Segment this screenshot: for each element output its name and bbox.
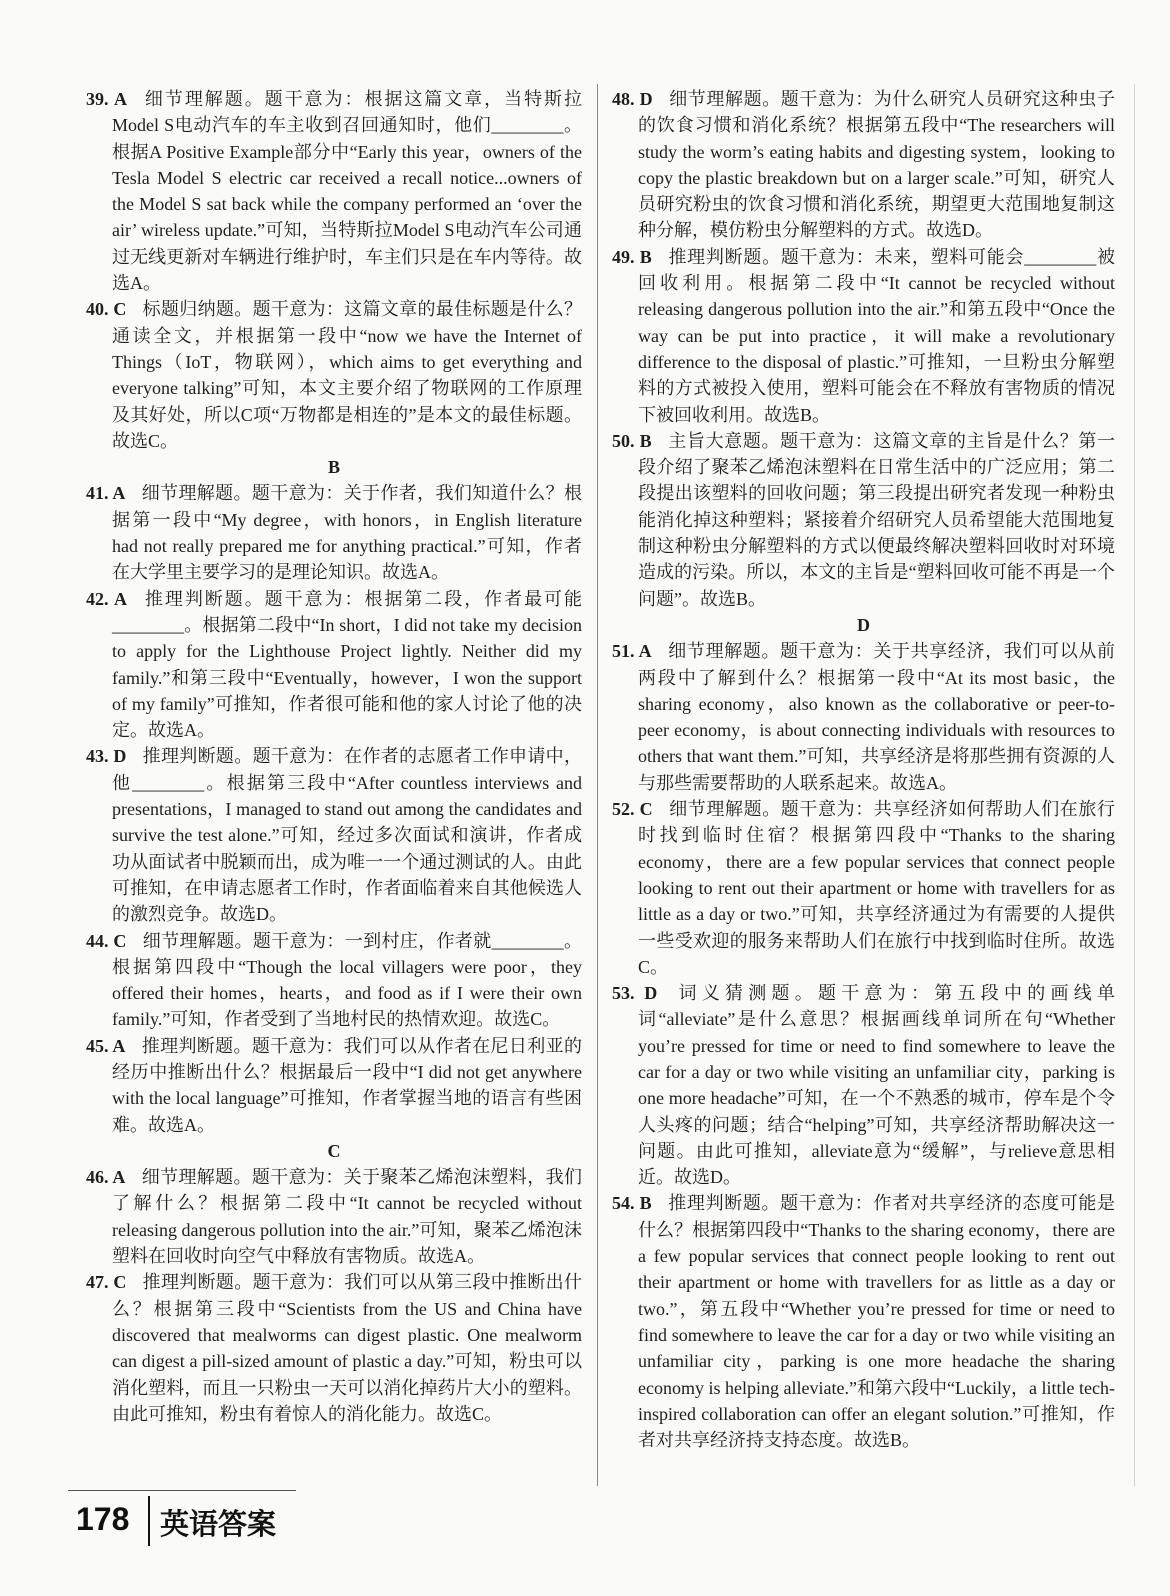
item-label: 47. C [86, 1272, 127, 1293]
answer-item-51 [612, 638, 1115, 796]
item-explanation: 推理判断题。题干意为：作者对共享经济的态度可能是什么？根据第四段中“Thanks to the sharing economy，there are a few popular services that connect people looking to rent out their apartment or home with travellers for as little as a day or two.”，第五段中“Whether you’re pressed for time or need to find somewhere to leave the car for a day or two while visiting an unfamiliar city，parking is one more headache the sharing economy is helping alleviate.”和第六段中“Luckily，a little tech-inspired collaboration can offer an elegant solution.”可推知，作者对共享经济持支持态度。故选B。 [638, 1193, 1115, 1451]
item-label: 40. C [86, 299, 127, 320]
item-label: 39. A [86, 89, 127, 109]
answer-item-41 [86, 480, 582, 585]
footer-rule [68, 1490, 296, 1491]
answer-item-43 [86, 743, 582, 927]
item-label: 44. C [86, 930, 127, 951]
answer-item-45 [86, 1033, 582, 1138]
answer-item-49 [612, 244, 1115, 428]
answer-item-40 [86, 296, 582, 454]
item-explanation: 细节理解题。题干意为：为什么研究人员研究这种虫子的饮食习惯和消化系统？根据第五段中“The researchers will study the worm’s eating habits and digesting system，looking to copy the plastic breakdown but on a larger scale.”可知，研究人员研究粉虫的饮食习惯和消化系统，期望更大范围地复制这种分解，模仿粉虫分解塑料的方式。故选D。 [638, 89, 1115, 241]
answer-item-52 [612, 796, 1115, 980]
page-edge-line [1134, 84, 1135, 1486]
item-explanation: 细节理解题。题干意为：关于共享经济，我们可以从前两段中了解到什么？根据第一段中“At its most basic，the sharing economy，also known as the collaborative or peer-to-peer economy，is about connecting individuals with resources to others that want them.”可知，共享经济是将那些拥有资源的人与那些需要帮助的人联系起来。故选A。 [638, 641, 1115, 793]
item-explanation: 细节理解题。题干意为：共享经济如何帮助人们在旅行时找到临时住宿？根据第四段中“Thanks to the sharing economy，there are a few popular services that connect people looking to rent out their apartment or home with travellers for as little as a day or two.”可知，共享经济通过为有需要的人提供一些受欢迎的服务来帮助人们在旅行中找到临时住所。故选C。 [638, 799, 1115, 977]
section-heading-d: D [857, 614, 870, 635]
answer-item-53 [612, 980, 1115, 1190]
item-explanation: 推理判断题。题干意为：我们可以从第三段中推断出什么？根据第三段中“Scientists from the US and China have discovered that mealworms can digest plastic. One mealworm can digest a pill-sized amount of plastic a day.”可知，粉虫可以消化塑料，而且一只粉虫一天可以消化掉药片大小的塑料。由此可推知，粉虫有着惊人的消化能力。故选C。 [112, 1272, 582, 1424]
item-explanation: 标题归纳题。题干意为：这篇文章的最佳标题是什么？通读全文，并根据第一段中“now we have the Internet of Things（IoT，物联网），which aims to get everything and everyone talking”可知，本文主要介绍了物联网的工作原理及其好处，所以C项“万物都是相连的”是本文的最佳标题。故选C。 [112, 299, 582, 451]
item-explanation: 推理判断题。题干意为：在作者的志愿者工作申请中，他________。根据第三段中“After countless interviews and presentations，I managed to stand out among the candidates and survive the test alone.”可知，经过多次面试和演讲，作者成功从面试者中脱颖而出，成为唯一一个通过测试的人。由此可推知，在申请志愿者工作时，作者面临着来自其他候选人的激烈竞争。故选D。 [112, 746, 582, 925]
section-heading-b: B [327, 457, 340, 478]
item-label: 42. A [86, 588, 127, 609]
item-label: 52. C [612, 799, 653, 820]
item-label: 45. A [86, 1035, 126, 1056]
item-label: 48. D [612, 89, 653, 109]
page-number: 178 [76, 1501, 130, 1537]
item-label: 49. B [612, 246, 652, 267]
answer-item-48 [612, 86, 1115, 244]
item-label: 50. B [612, 430, 652, 451]
item-label: 54. B [612, 1193, 652, 1214]
item-label: 53. D [612, 983, 658, 1004]
column-divider [597, 84, 598, 1486]
answer-item-39 [86, 86, 582, 296]
answer-item-54 [612, 1190, 1115, 1453]
item-explanation: 细节理解题。题干意为：关于聚苯乙烯泡沫塑料，我们了解什么？根据第二段中“It cannot be recycled without releasing dangerous pollution into the air.”可知，聚苯乙烯泡沫塑料在回收时向空气中释放有害物质。故选A。 [112, 1167, 582, 1267]
item-explanation: 词义猜测题。题干意为：第五段中的画线单词“alleviate”是什么意思？根据画线单词所在句“Whether you’re pressed for time or need to find somewhere to leave the car for a day or two while visiting an unfamiliar city，parking is one more headache”可知，在一个不熟悉的城市，停车是个令人头疼的问题；结合“helping”可知，共享经济帮助解决这一问题。由此可推知，alleviate意为“缓解”，与relieve意思相近。故选D。 [638, 983, 1115, 1188]
answer-item-44 [86, 928, 582, 1033]
item-explanation: 推理判断题。题干意为：未来，塑料可能会________被回收利用。根据第二段中“It cannot be recycled without releasing dangerous pollution into the air.”和第五段中“Once the way can be put into practice，it will make a revolutionary difference to the disposal of plastic.”可推知，一旦粉虫分解塑料的方式被投入使用，塑料可能会在不释放有害物质的情况下被回收利用。故选B。 [638, 246, 1115, 425]
item-label: 46. A [86, 1167, 126, 1188]
footer-title: 英语答案 [160, 1507, 277, 1541]
answer-item-42 [86, 586, 582, 744]
answer-item-46 [86, 1164, 582, 1269]
item-label: 41. A [86, 483, 126, 504]
footer-separator [148, 1496, 150, 1546]
left-column [86, 86, 582, 1488]
item-label: 43. D [86, 746, 127, 767]
section-heading-c: C [327, 1140, 341, 1161]
item-explanation: 主旨大意题。题干意为：这篇文章的主旨是什么？第一段介绍了聚苯乙烯泡沫塑料在日常生活中的广泛应用；第二段提出该塑料的回收问题；第三段提出研究者发现一种粉虫能消化掉这种塑料；紧接着介绍研究人员希望能大范围地复制这种粉虫分解塑料的方式以便最终解决塑料回收时对环境造成的污染。所以，本文的主旨是“塑料回收可能不再是一个问题”。故选B。 [638, 430, 1115, 609]
answer-item-47 [86, 1269, 582, 1427]
item-explanation: 细节理解题。题干意为：一到村庄，作者就________。根据第四段中“Though the local villagers were poor，they offered their homes，hearts，and food as if I were their own family.”可知，作者受到了当地村民的热情欢迎。故选C。 [112, 930, 582, 1030]
item-explanation: 推理判断题。题干意为：根据第二段，作者最可能________。根据第二段中“In short，I did not take my decision to apply for the Lighthouse Project lightly. Neither did my family.”和第三段中“Eventually，however，I won the support of my family”可推知，作者很可能和他的家人讨论了他的决定。故选A。 [112, 588, 582, 741]
item-label: 51. A [612, 641, 652, 662]
answer-item-50 [612, 428, 1115, 612]
item-explanation: 细节理解题。题干意为：关于作者，我们知道什么？根据第一段中“My degree，with honors，in English literature had not really prepared me for anything practical.”可知，作者在大学里主要学习的是理论知识。故选A。 [112, 483, 582, 583]
right-column [612, 86, 1115, 1488]
item-explanation: 细节理解题。题干意为：根据这篇文章，当特斯拉Model S电动汽车的车主收到召回通知时，他们________。根据A Positive Example部分中“Early this year，owners of the Tesla Model S electric car received a recall notice...owners of the Model S sat back while the company performed an ‘over the air’ wireless update.”可知，当特斯拉Model S电动汽车公司通过无线更新对车辆进行维护时，车主们只是在车内等待。故选A。 [112, 89, 582, 294]
item-explanation: 推理判断题。题干意为：我们可以从作者在尼日利亚的经历中推断出什么？根据最后一段中“I did not get anywhere with the local language”可推知，作者掌握当地的语言有些困难。故选A。 [112, 1035, 582, 1135]
